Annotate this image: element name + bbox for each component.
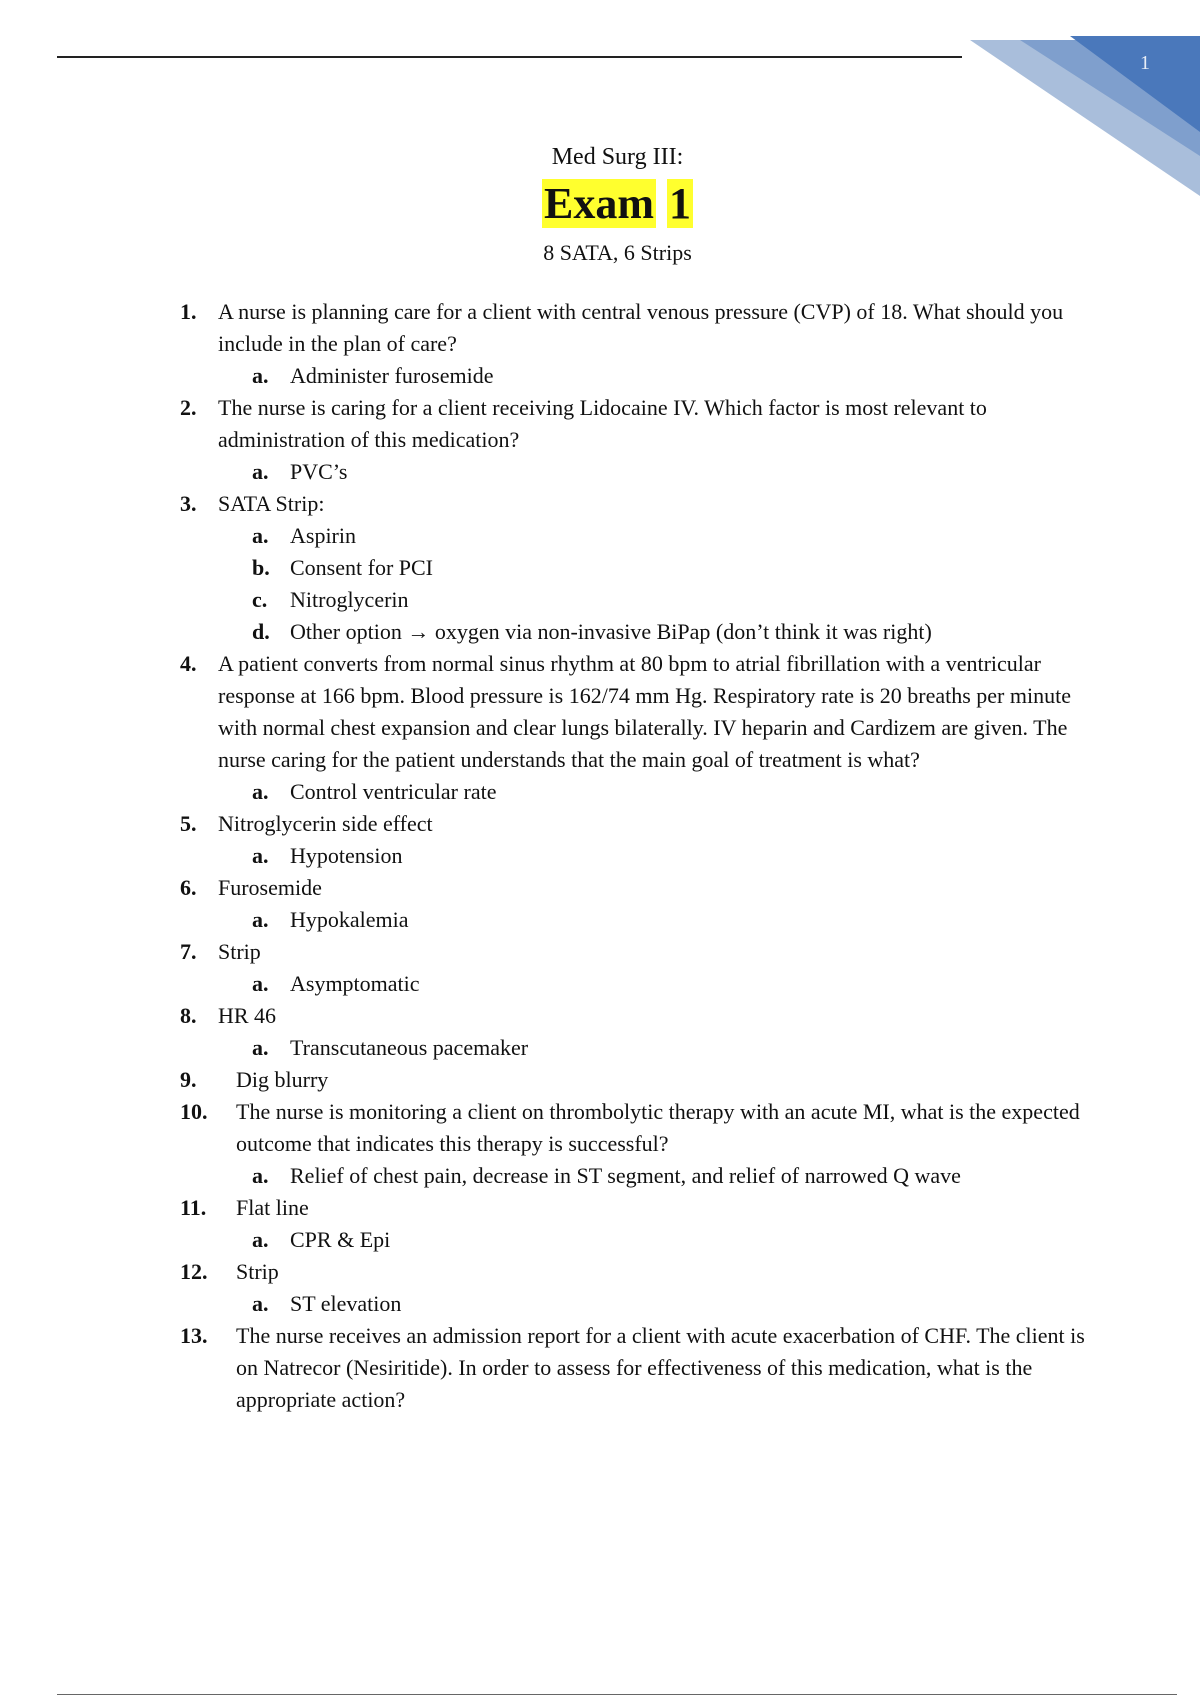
answer-item [180,584,1100,616]
answer-text: Nitroglycerin [290,587,409,612]
answer-letter: a. [252,971,269,996]
question-number: 12. [180,1259,208,1284]
question-text: Furosemide [218,875,322,900]
question-text: Strip [218,939,261,964]
question-item [180,1192,1100,1256]
answer-letter: a. [252,843,269,868]
question-text: A nurse is planning care for a client with central venous pressure (CVP) of 18. What should you include in the plan of care? [218,299,1064,356]
answer-item [180,968,1100,1000]
answer-letter: a. [252,907,269,932]
answer-text: ST elevation [290,1291,402,1316]
answer-text: Other option → oxygen via non-invasive BiPap (don’t think it was right) [290,619,932,644]
question-text: HR 46 [218,1003,277,1028]
question-text: Nitroglycerin side effect [218,811,433,836]
question-item [180,648,1100,808]
answer-letter: a. [252,1163,269,1188]
question-number: 5. [180,811,197,836]
question-item [180,808,1100,872]
question-number: 3. [180,491,197,516]
question-number: 1. [180,299,197,324]
answer-text: Aspirin [290,523,356,548]
page-number: 1 [1140,52,1150,74]
course-subtitle: Med Surg III: [551,144,684,170]
exam-meta: 8 SATA, 6 Strips [543,240,692,265]
question-number: 7. [180,939,197,964]
answer-letter: a. [252,363,269,388]
question-text: Strip [236,1259,279,1284]
exam-title [0,176,1200,232]
question-text: Dig blurry [236,1067,329,1092]
answer-item [180,616,1100,648]
answer-text: Administer furosemide [290,363,494,388]
answer-item [180,1224,1100,1256]
question-item [180,936,1100,1000]
question-number: 6. [180,875,197,900]
answer-item [180,520,1100,552]
question-item [180,392,1100,488]
answer-letter: a. [252,1035,269,1060]
question-item [180,872,1100,936]
question-item [180,488,1100,648]
answer-letter: a. [252,1291,269,1316]
answer-text: Hypokalemia [290,907,409,932]
header-rule [57,56,962,58]
question-number: 8. [180,1003,197,1028]
answer-letter: a. [252,1227,269,1252]
question-item [180,1320,1100,1416]
question-number: 9. [180,1067,197,1092]
question-item [180,1000,1100,1064]
question-text: The nurse is monitoring a client on thrombolytic therapy with an acute MI, what is the expected outcome that indicates this therapy is successful? [236,1099,1080,1156]
answer-text: Consent for PCI [290,555,433,580]
answer-item [180,1160,1100,1192]
answer-letter: a. [252,779,269,804]
question-text: The nurse receives an admission report for a client with acute exacerbation of CHF. The client is on Natrecor (Nesiritide). In order to assess for effectiveness of this medication, what is the appropriate action? [236,1323,1085,1412]
question-item [180,1096,1100,1192]
answer-text: Relief of chest pain, decrease in ST segment, and relief of narrowed Q wave [290,1163,961,1188]
answer-letter: b. [252,555,270,580]
question-text: Flat line [236,1195,309,1220]
exam-title-number: 1 [669,179,691,228]
answer-letter: c. [252,587,268,612]
question-number: 10. [180,1099,208,1124]
question-number: 4. [180,651,197,676]
answer-item [180,904,1100,936]
footer-rule [57,1694,1177,1695]
question-text: SATA Strip: [218,491,325,516]
exam-title-word: Exam [544,179,654,228]
answer-item [180,456,1100,488]
document-header [0,140,1200,270]
answer-text: Asymptomatic [290,971,420,996]
answer-text: Transcutaneous pacemaker [290,1035,529,1060]
answer-item [180,1032,1100,1064]
answer-text: Control ventricular rate [290,779,497,804]
question-text: The nurse is caring for a client receiving Lidocaine IV. Which factor is most relevant to administration of this medication? [218,395,987,452]
question-number: 13. [180,1323,208,1348]
answer-item [180,1288,1100,1320]
answer-letter: a. [252,459,269,484]
question-number: 2. [180,395,197,420]
answer-letter: a. [252,523,269,548]
question-text: A patient converts from normal sinus rhythm at 80 bpm to atrial fibrillation with a ventricular response at 166 bpm. Blood pressure is 162/74 mm Hg. Respiratory rate is 20 breaths per minute with normal chest expansion and clear lungs bilaterally. IV heparin and Cardizem are given. The nurse caring for the patient understands that the main goal of treatment is what? [218,651,1071,772]
question-item [180,1256,1100,1320]
answer-letter: d. [252,619,270,644]
answer-item [180,776,1100,808]
question-item [180,296,1100,392]
answer-text: Hypotension [290,843,403,868]
question-list [180,296,1100,1416]
answer-text: CPR & Epi [290,1227,391,1252]
question-number: 11. [180,1195,207,1220]
answer-item [180,552,1100,584]
question-item [180,1064,1100,1096]
answer-item [180,360,1100,392]
answer-item [180,840,1100,872]
answer-text: PVC’s [290,459,348,484]
